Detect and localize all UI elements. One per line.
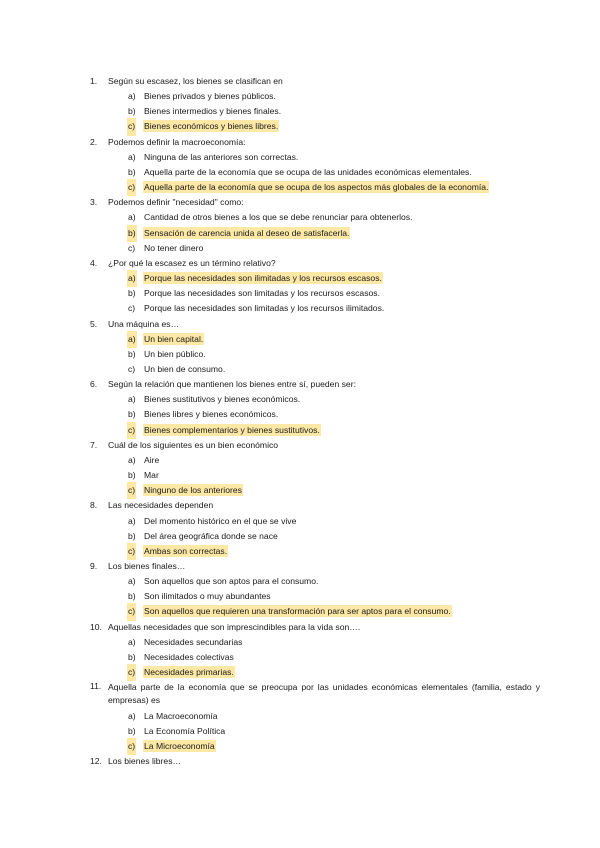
question-text: Aquella parte de la economía que se preocupa por las unidades económicas elementales (familia, estado y empresas) es	[108, 682, 540, 706]
question-line	[90, 74, 540, 89]
question-item	[90, 256, 540, 317]
option-item-correct	[90, 332, 540, 347]
option-list	[90, 635, 540, 680]
highlighted-answer-text: La Microeconomía	[144, 740, 215, 751]
option-text: Del área geográfica donde se nace	[144, 530, 278, 541]
question-line	[90, 680, 540, 708]
highlighted-answer-text: Ninguno de los anteriores	[144, 485, 242, 496]
option-item	[90, 392, 540, 407]
option-letter: b)	[128, 651, 136, 662]
option-text: Mar	[144, 470, 159, 481]
option-list	[90, 271, 540, 316]
question-number: 8.	[90, 500, 98, 511]
option-item-correct	[90, 119, 540, 134]
option-text: Necesidades colectivas	[144, 651, 234, 662]
option-letter: a)	[128, 271, 136, 286]
option-text: No tener dinero	[144, 242, 204, 253]
option-item	[90, 241, 540, 256]
option-letter: a)	[128, 454, 136, 465]
option-letter: a)	[128, 91, 136, 102]
question-text: Los bienes libres…	[108, 756, 182, 767]
question-text: Aquellas necesidades que son imprescindibles para la vida son….	[108, 621, 361, 632]
option-letter: c)	[128, 544, 135, 559]
highlighted-answer-text: Necesidades primarias.	[144, 667, 234, 678]
option-text: Un bien de consumo.	[144, 363, 226, 374]
question-text: ¿Por qué la escasez es un término relativo?	[108, 257, 276, 268]
option-item	[90, 104, 540, 119]
highlighted-answer-text: Porque las necesidades son ilimitadas y los recursos escasos.	[144, 273, 382, 284]
option-text: Ninguna de las anteriores son correctas.	[144, 151, 299, 162]
option-list	[90, 709, 540, 754]
option-text: Porque las necesidades son limitadas y los recursos ilimitados.	[144, 303, 385, 314]
option-letter: b)	[128, 226, 136, 241]
option-item-correct	[90, 483, 540, 498]
option-letter: b)	[128, 166, 136, 177]
highlighted-answer-text: Un bien capital.	[144, 333, 204, 344]
option-letter: b)	[128, 470, 136, 481]
question-line	[90, 256, 540, 271]
question-item	[90, 754, 540, 769]
question-line	[90, 317, 540, 332]
option-item	[90, 529, 540, 544]
option-item	[90, 468, 540, 483]
highlighted-answer-text: Son aquellos que requieren una transformación para ser aptos para el consumo.	[144, 606, 451, 617]
option-item	[90, 165, 540, 180]
question-line	[90, 498, 540, 513]
question-text: Cuál de los siguientes es un bien económico	[108, 439, 279, 450]
option-letter: a)	[128, 151, 136, 162]
option-text: Bienes intermedios y bienes finales.	[144, 106, 282, 117]
option-text: Aire	[144, 454, 160, 465]
option-list	[90, 210, 540, 255]
option-letter: a)	[128, 636, 136, 647]
option-item-correct	[90, 423, 540, 438]
question-text: Según su escasez, los bienes se clasifican en	[108, 76, 283, 86]
option-letter: c)	[128, 363, 136, 374]
option-item	[90, 407, 540, 422]
question-item	[90, 195, 540, 256]
option-item	[90, 150, 540, 165]
option-letter: b)	[128, 409, 136, 420]
question-item	[90, 74, 540, 135]
option-list	[90, 150, 540, 195]
question-number: 1.	[90, 76, 98, 86]
option-item	[90, 89, 540, 104]
option-text: La Macroeconomía	[144, 710, 218, 721]
option-text: Del momento histórico en el que se vive	[144, 515, 297, 526]
option-item	[90, 650, 540, 665]
option-letter: c)	[128, 242, 136, 253]
option-item	[90, 574, 540, 589]
question-item	[90, 620, 540, 681]
question-item	[90, 559, 540, 620]
highlighted-answer-text: Sensación de carencia unida al deseo de satisfacerla.	[144, 227, 350, 238]
option-letter: c)	[128, 180, 135, 195]
option-text: Aquella parte de la economía que se ocupa de las unidades económicas elementales.	[144, 166, 472, 177]
option-text: Son aquellos que son aptos para el consumo.	[144, 576, 319, 587]
question-line	[90, 559, 540, 574]
option-letter: c)	[128, 665, 135, 680]
option-letter: b)	[128, 106, 136, 117]
question-item	[90, 498, 540, 559]
option-text: Cantidad de otros bienes a los que se debe renunciar para obtenerlos.	[144, 212, 413, 223]
option-letter: c)	[128, 119, 135, 134]
question-text: Según la relación que mantienen los bienes entre sí, pueden ser:	[108, 379, 356, 390]
option-item-correct	[90, 739, 540, 754]
question-text: Podemos definir la macroeconomía:	[108, 136, 246, 147]
question-item	[90, 317, 540, 378]
highlighted-answer-text: Bienes complementarios y bienes sustitutivos.	[144, 424, 320, 435]
highlighted-answer-text: Ambas son correctas.	[144, 545, 228, 556]
question-line	[90, 377, 540, 392]
option-item-correct	[90, 226, 540, 241]
option-text: Bienes libres y bienes económicos.	[144, 409, 279, 420]
question-number: 7.	[90, 439, 98, 450]
option-text: La Economía Política	[144, 725, 226, 736]
option-item-correct	[90, 544, 540, 559]
option-text: Son ilimitados o muy abundantes	[144, 591, 271, 602]
option-list	[90, 453, 540, 498]
option-item	[90, 589, 540, 604]
option-item	[90, 635, 540, 650]
option-letter: a)	[128, 710, 136, 721]
option-text: Necesidades secundarias	[144, 636, 243, 647]
question-line	[90, 620, 540, 635]
option-item-correct	[90, 604, 540, 619]
option-letter: a)	[128, 515, 136, 526]
question-item	[90, 438, 540, 499]
option-letter: c)	[128, 303, 136, 314]
option-item	[90, 347, 540, 362]
question-line	[90, 754, 540, 769]
question-number: 10.	[90, 621, 102, 632]
option-letter: b)	[128, 530, 136, 541]
question-number: 3.	[90, 197, 98, 208]
option-letter: a)	[128, 212, 136, 223]
question-number: 2.	[90, 136, 98, 147]
option-item-correct	[90, 665, 540, 680]
option-list	[90, 392, 540, 437]
question-number: 12.	[90, 756, 102, 767]
option-text: Bienes sustitutivos y bienes económicos.	[144, 394, 301, 405]
option-text: Porque las necesidades son limitadas y los recursos escasos.	[144, 288, 380, 299]
question-number: 6.	[90, 379, 98, 390]
option-item	[90, 286, 540, 301]
option-text: Un bien público.	[144, 348, 206, 359]
option-letter: c)	[128, 483, 135, 498]
option-item	[90, 514, 540, 529]
option-item	[90, 453, 540, 468]
option-item	[90, 362, 540, 377]
question-text: Los bienes finales…	[108, 561, 186, 571]
question-line	[90, 438, 540, 453]
question-text: Una máquina es…	[108, 318, 180, 329]
option-letter: b)	[128, 288, 136, 299]
option-list	[90, 332, 540, 377]
question-number: 11.	[90, 681, 102, 692]
option-list	[90, 574, 540, 619]
option-item	[90, 210, 540, 225]
question-text: Podemos definir "necesidad" como:	[108, 197, 244, 208]
option-item-correct	[90, 271, 540, 286]
option-letter: a)	[128, 394, 136, 405]
highlighted-answer-text: Aquella parte de la economía que se ocupa de los aspectos más globales de la economía.	[144, 182, 489, 193]
question-list	[90, 74, 540, 769]
option-letter: b)	[128, 591, 136, 602]
option-letter: c)	[128, 604, 135, 619]
question-line	[90, 135, 540, 150]
option-letter: b)	[128, 725, 136, 736]
option-item	[90, 709, 540, 724]
option-letter: c)	[128, 739, 135, 754]
option-letter: a)	[128, 576, 136, 587]
option-item	[90, 724, 540, 739]
option-letter: c)	[128, 423, 135, 438]
question-item	[90, 135, 540, 196]
question-item	[90, 377, 540, 438]
option-list	[90, 89, 540, 134]
question-number: 4.	[90, 257, 98, 268]
question-number: 5.	[90, 318, 98, 329]
question-item	[90, 680, 540, 754]
option-item	[90, 301, 540, 316]
option-item-correct	[90, 180, 540, 195]
option-letter: b)	[128, 348, 136, 359]
question-text: Las necesidades dependen	[108, 500, 214, 511]
option-list	[90, 514, 540, 559]
question-line	[90, 195, 540, 210]
option-letter: a)	[128, 332, 136, 347]
highlighted-answer-text: Bienes económicos y bienes libres.	[144, 121, 279, 132]
option-text: Bienes privados y bienes públicos.	[144, 91, 276, 102]
question-number: 9.	[90, 561, 98, 571]
